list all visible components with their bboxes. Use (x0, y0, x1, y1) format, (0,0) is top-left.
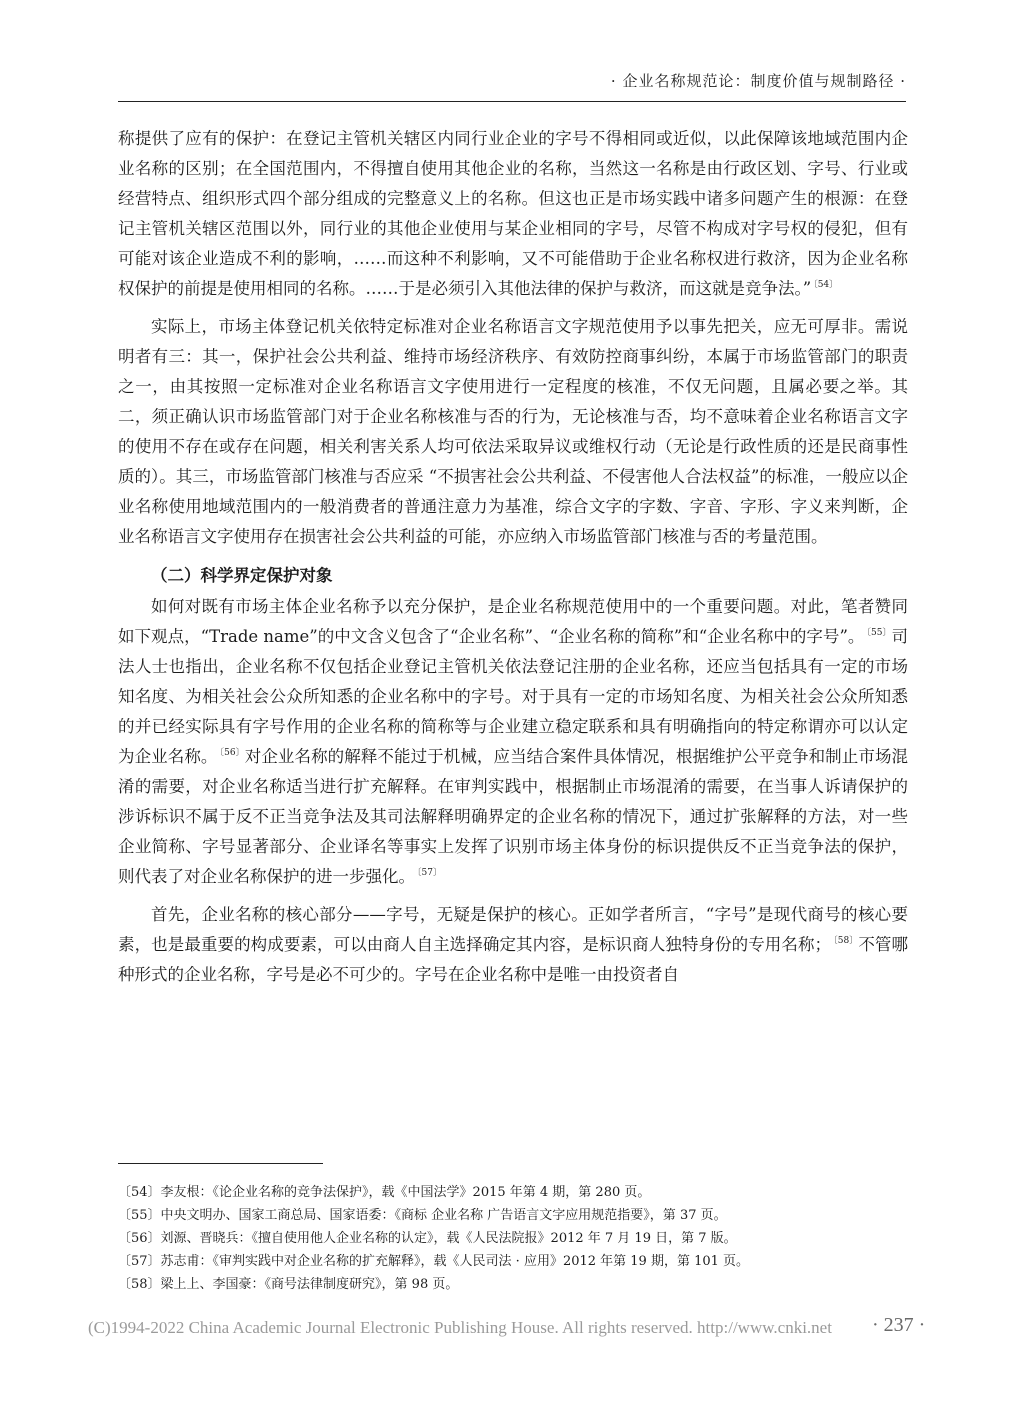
footnotes (118, 1181, 908, 1296)
paragraph-text: 首先，企业名称的核心部分——字号，无疑是保护的核心。正如学者所言，“字号”是现代商号的核心要素，也是最重要的构成要素，可以由商人自主选择确定其内容，是标识商人独特身份的专用名称； (118, 905, 908, 954)
footnote: 〔55〕中央文明办、国家工商总局、国家语委：《商标 企业名称 广告语言文字应用规范指要》，第 37 页。 (118, 1208, 727, 1223)
footnote-ref: 〔57〕 (417, 868, 442, 878)
footnote: 〔56〕刘源、晋晓兵：《擅自使用他人企业名称的认定》，载《人民法院报》2012 年 7 月 19 日，第 7 版。 (118, 1231, 737, 1246)
body-text (118, 124, 908, 998)
paragraph-text: 如何对既有市场主体企业名称予以充分保护，是企业名称规范使用中的一个重要问题。对此，笔者赞同如下观点，“Trade name”的中文含义包含了“企业名称”、“企业名称的简称”和“企业名称中的字号”。 (118, 597, 908, 646)
paragraph-text: 司法人士也指出，企业名称不仅包括企业登记主管机关依法登记注册的企业名称，还应当包括具有一定的市场知名度、为相关社会公众所知悉的企业名称中的字号。对于具有一定的市场知名度、为相关社会公众所知悉的并已经实际具有字号作用的企业名称的简称等与企业建立稳定联系和具有明确指向的特定称谓亦可以认定为企业名称。 (118, 627, 908, 766)
footnote-ref: 〔58〕 (833, 936, 859, 946)
header-rule (118, 101, 906, 102)
page-number: · 237 · (872, 1314, 926, 1336)
paragraph (118, 124, 908, 304)
paragraph (118, 592, 908, 892)
footnote-ref: 〔54〕 (813, 280, 839, 290)
copyright-notice: (C)1994-2022 China Academic Journal Electronic Publishing House. All rights reserved. http://www.cnki.net (88, 1318, 832, 1337)
footnote-ref: 〔56〕 (219, 748, 245, 758)
paragraph (118, 900, 908, 990)
paragraph-text: 称提供了应有的保护：在登记主管机关辖区内同行业企业的字号不得相同或近似，以此保障该地域范围内企业名称的区别；在全国范围内，不得擅自使用其他企业的名称，当然这一名称是由行政区划、字号、行业或经营特点、组织形式四个部分组成的完整意义上的名称。但这也正是市场实践中诸多问题产生的根源：在登记主管机关辖区范围以外，同行业的其他企业使用与某企业相同的字号，尽管不构成对字号权的侵犯，但有可能对该企业造成不利的影响，……而这种不利影响，又不可能借助于企业名称权进行救济，因为企业名称权保护的前提是使用相同的名称。……于是必须引入其他法律的保护与救济，而这就是竞争法。” (118, 129, 908, 298)
section-heading: （二）科学界定保护对象 (151, 566, 333, 585)
paragraph-text: 对企业名称的解释不能过于机械，应当结合案件具体情况，根据维护公平竞争和制止市场混淆的需要，对企业名称适当进行扩充解释。在审判实践中，根据制止市场混淆的需要，在当事人诉请保护的涉诉标识不属于反不正当竞争法及其司法解释明确界定的企业名称的情况下，通过扩张解释的方法，对一些企业简称、字号显著部分、企业译名等事实上发挥了识别市场主体身份的标识提供反不正当竞争法的保护，则代表了对企业名称保护的进一步强化。 (118, 747, 909, 886)
running-head: · 企业名称规范论：制度价值与规制路径 · (610, 72, 906, 90)
footnote: 〔57〕苏志甫：《审判实践中对企业名称的扩充解释》，载《人民司法 · 应用》2012 年第 19 期，第 101 页。 (118, 1254, 750, 1269)
footnote: 〔58〕梁上上、李国豪：《商号法律制度研究》，第 98 页。 (118, 1277, 459, 1292)
paragraph (118, 312, 908, 552)
footnote: 〔54〕李友根：《论企业名称的竞争法保护》，载《中国法学》2015 年第 4 期，第 280 页。 (118, 1185, 651, 1200)
paragraph-text: 实际上，市场主体登记机关依特定标准对企业名称语言文字规范使用予以事先把关，应无可厚非。需说明者有三：其一，保护社会公共利益、维持市场经济秩序、有效防控商事纠纷，本属于市场监管部门的职责之一，由其按照一定标准对企业名称语言文字使用进行一定程度的核准，不仅无问题，且属必要之举。其二，须正确认识市场监管部门对于企业名称核准与否的行为，无论核准与否，均不意味着企业名称语言文字的使用不存在或存在问题，相关利害关系人均可依法采取异议或维权行动（无论是行政性质的还是民商事性质的）。其三，市场监管部门核准与否应采 “不损害社会公共利益、不侵害他人合法权益”的标准，一般应以企业名称使用地域范围内的一般消费者的普通注意力为基准，综合文字的字数、字音、字形、字义来判断，企业名称语言文字使用存在损害社会公共利益的可能，亦应纳入市场监管部门核准与否的考量范围。 (118, 317, 908, 546)
footnote-ref: 〔55〕 (866, 628, 892, 638)
paragraph-text: 不管哪种形式的企业名称，字号是必不可少的。字号在企业名称中是唯一由投资者自 (118, 935, 909, 984)
footnote-rule (118, 1163, 323, 1164)
